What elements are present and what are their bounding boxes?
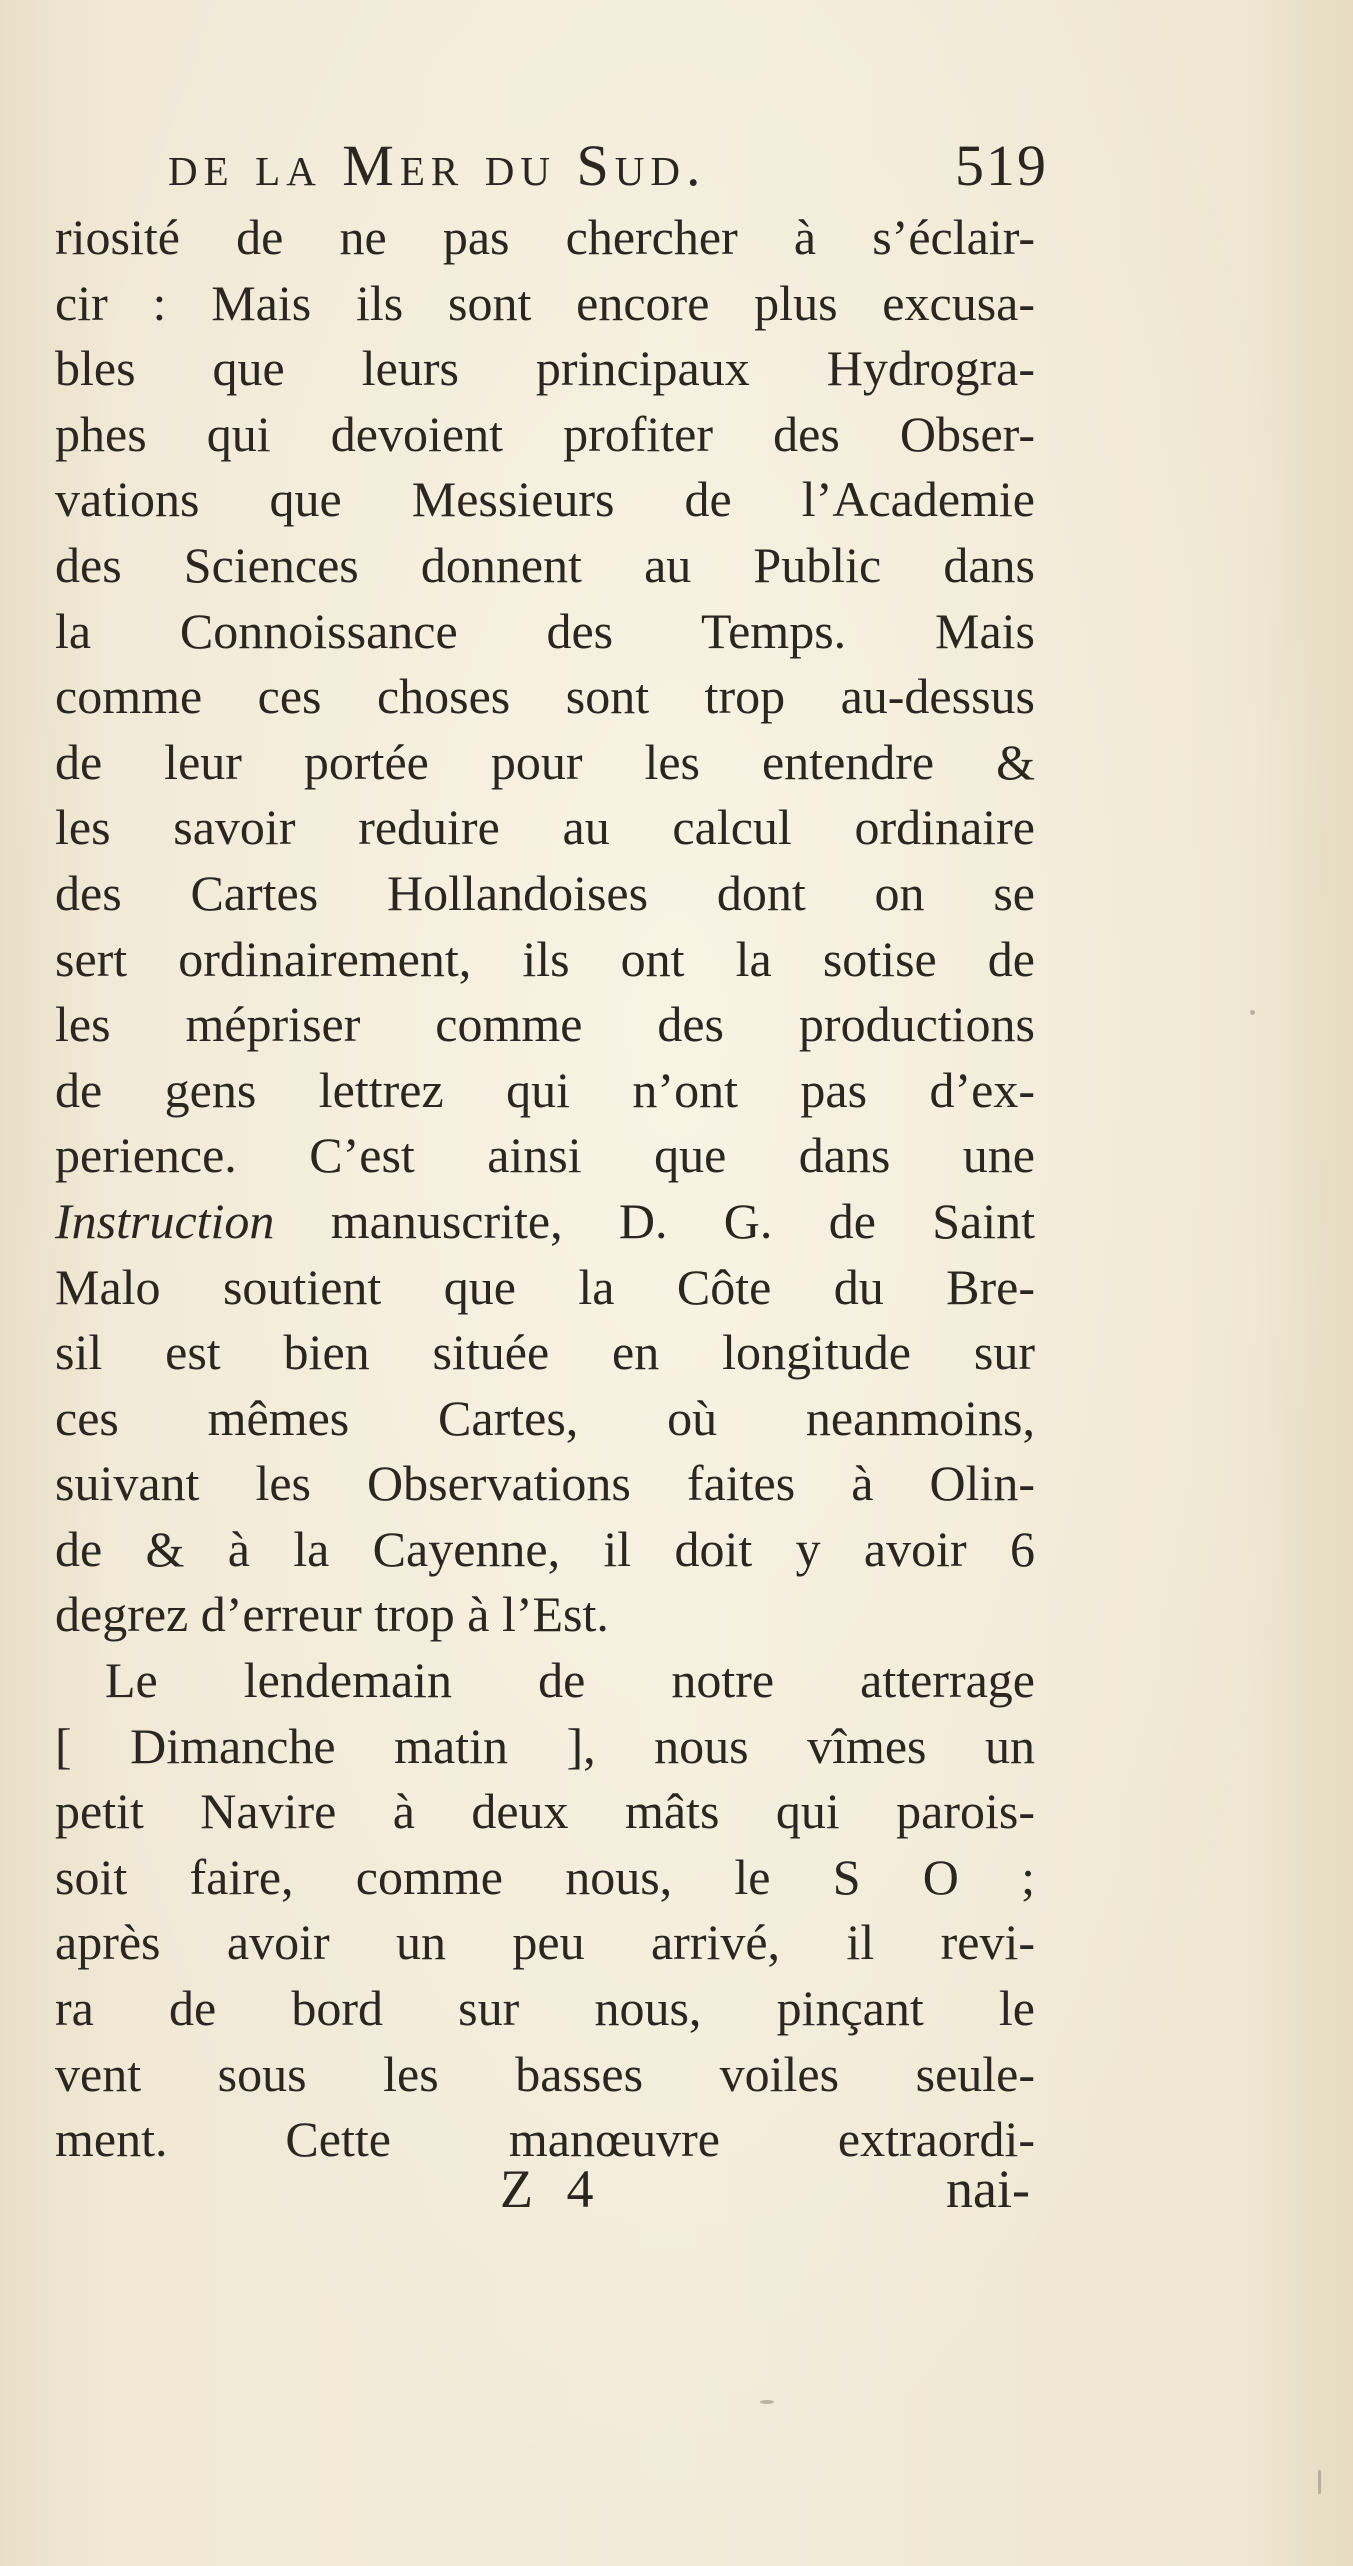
text-line-with-italic: Instruction manuscrite, D. G. de Saint bbox=[55, 1192, 1035, 1249]
body-text bbox=[55, 205, 1035, 2173]
page-footer bbox=[500, 2158, 1030, 2228]
page-number: 519 bbox=[955, 133, 1048, 198]
paper-speck bbox=[1250, 1010, 1255, 1015]
text-line: la Connoissance des Temps. Mais bbox=[55, 602, 1035, 659]
text-line: Malo soutient que la Côte du Bre- bbox=[55, 1258, 1035, 1315]
text-line: [ Dimanche matin ], nous vîmes un bbox=[55, 1717, 1035, 1774]
text-line: après avoir un peu arrivé, il revi- bbox=[55, 1914, 1035, 1971]
text-line: de leur portée pour les entendre & bbox=[55, 733, 1035, 790]
paper-speck bbox=[1318, 2470, 1321, 2494]
text-line: vations que Messieurs de l’Academie bbox=[55, 471, 1035, 528]
text-line: soit faire, comme nous, le S O ; bbox=[55, 1848, 1035, 1905]
text-line: sert ordinairement, ils ont la sotise de bbox=[55, 930, 1035, 987]
text-line: ment. Cette manœuvre extraordi- bbox=[55, 2111, 1035, 2168]
text-line: riosité de ne pas chercher à s’éclair- bbox=[55, 209, 1035, 265]
text-line: phes qui devoient profiter des Obser- bbox=[55, 405, 1035, 462]
text-line: de & à la Cayenne, il doit y avoir 6 bbox=[55, 1520, 1035, 1577]
paragraph-start-line: Le lendemain de notre atterrage bbox=[105, 1652, 1035, 1709]
text-line: bles que leurs principaux Hydrogra- bbox=[55, 340, 1035, 397]
text-line: de gens lettrez qui n’ont pas d’ex- bbox=[55, 1061, 1035, 1118]
running-title: de la Mer du Sud. bbox=[168, 133, 707, 198]
text-line: suivant les Observations faites à Olin- bbox=[55, 1455, 1035, 1512]
signature-mark: Z 4 bbox=[500, 2159, 604, 2219]
running-head bbox=[168, 132, 1048, 202]
text-line: sil est bien située en longitude sur bbox=[55, 1324, 1035, 1381]
text-line: vent sous les basses voiles seule- bbox=[55, 2045, 1035, 2102]
text-line: ra de bord sur nous, pinçant le bbox=[55, 1980, 1035, 2037]
text-line: degrez d’erreur trop à l’Est. bbox=[55, 1586, 609, 1643]
text-line: ces mêmes Cartes, où neanmoins, bbox=[55, 1389, 1035, 1446]
text-line: petit Navire à deux mâts qui parois- bbox=[55, 1783, 1035, 1840]
text-line: cir : Mais ils sont encore plus excusa- bbox=[55, 274, 1035, 331]
text-line: les savoir reduire au calcul ordinaire bbox=[55, 799, 1035, 856]
text-line: comme ces choses sont trop au-dessus bbox=[55, 668, 1035, 725]
italic-word: Instruction bbox=[55, 1192, 275, 1249]
text-line: les mépriser comme des productions bbox=[55, 996, 1035, 1053]
text-line: des Sciences donnent au Public dans bbox=[55, 536, 1035, 593]
text-line: des Cartes Hollandoises dont on se bbox=[55, 864, 1035, 921]
text-line: perience. C’est ainsi que dans une bbox=[55, 1127, 1035, 1184]
catchword: nai- bbox=[946, 2159, 1030, 2219]
paper-speck bbox=[760, 2400, 774, 2404]
